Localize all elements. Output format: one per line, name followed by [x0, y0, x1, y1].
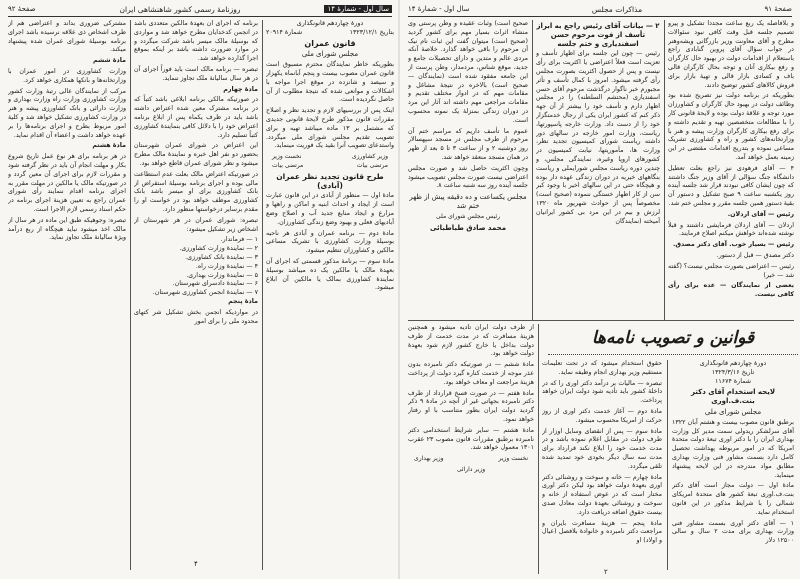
bill-title: طرح قانون تجدید نظر عمران (آبادی) — [276, 171, 384, 190]
article: مادهٔ هشتم — سایر شرایط استخدامی دکتر نامبرده برطبق مقررات قانون مصوب ۲۳ عقرب ۱۳۰۱ معمول خواهد شد. — [408, 426, 534, 452]
newspaper-title: روزنامهٔ رسمی کشور شاهنشاهی ایران — [119, 4, 241, 14]
signatures — [266, 153, 394, 162]
page-footer-number: ۲ — [604, 568, 608, 576]
issue-label: سال اول - شمارهٔ ۱۴ — [324, 5, 392, 13]
article-label: مادهٔ هشتم — [92, 142, 126, 150]
section-title: مذاکرات مجلس — [591, 4, 643, 14]
note: تبصره — مالیات بر درآمد دکتر اوری را که در داخلهٔ کشور باید تأدیه شود دولت ایران خواهد پرداخت. — [542, 379, 662, 405]
left-page-col-left — [8, 20, 126, 575]
section-divider — [408, 320, 794, 321]
article-label: مادهٔ پنجم — [228, 297, 258, 305]
laws-col-right — [672, 360, 794, 575]
paragraph: برنامه که اجرای آن بعهدهٔ مالکین متعددی باشد در انجمن کدخدایان مطرح خواهد شد و مواردی که بوسیلهٔ مالک میسر باشد شرکت میگردد و در موارد ضرورت داشته باشد بر اینکه بموقع اجرا گذارده خواهد شد. — [134, 20, 258, 63]
right-page-col-right — [668, 20, 794, 320]
bill-title: لایحه استخدام آقای دکتر بنت.ف.اوری — [690, 388, 776, 406]
article: مادهٔ هفتم — در صورت فسخ قرارداد از طرف دکتر نامبرده بجهاتی غیر از آنچه در مادهٔ ۹ ذکر گردید دولت ایران بطور متناسب با او رفتار خواهد نمود. — [408, 389, 534, 423]
laws-col-middle — [542, 360, 662, 575]
article: مادهٔ ششم — در صورتیکه دکتر نامبرده بدون عذر موجه از خدمت کناره گیرد دولت از پرداخت هزینهٔ مراجعت او معاف خواهد بود. — [408, 361, 534, 386]
article: مادهٔ چهارم — خانه و سوخت و روشنائی دکتر اوری بعهدهٔ دولت خواهد بود لیکن دکتر اوری مختار است که در عوض استفاده از خانه و سوخت و روشنائی بعهدهٔ دولت معادل صدی بیست حقوق اضافه دریافت دارد. — [542, 473, 662, 516]
session-label: دورهٔ چهاردهم قانونگذاری — [296, 20, 364, 27]
paragraph: در صورتیکه اعتراض مالک بعلت عدم استطاعت مالی بوده و اجرای برنامه بوسیلهٔ استقراض از بانک کشاورزی برای او میسر باشد بانک کشاورزی موظف خواهد بود در خواست او را مقدم برسایر درخواستها منظور دارد. — [134, 170, 258, 213]
right-page-header — [408, 2, 792, 17]
column-divider — [664, 20, 665, 320]
article: در مواردیکه انجمن بخش تشکیل شر کتهای محدود ملی را برای امور — [134, 308, 258, 325]
article: مادهٔ سوم — برنامهٔ مذکور قسمتی که اجرای آن بعهدهٔ مالک یا مالکین یک ده میباشد بوسیلهٔ نمایندهٔ کشاورزی بمالک یا مالکین آن ابلاغ میشود. — [266, 257, 394, 292]
column-divider — [532, 20, 533, 320]
paragraph: بطوریکه خاطر نمایندگان محترم مسبوق است قانون عمران مصوب بیست و پنجم آبانماه یکهزار و سیصد و شانزده در موقع اجرا مواجه با اشکالات و موانعی شده که نتیجهٔ مطلوب از آن حاصل نگردیده است. — [266, 61, 394, 104]
law-subtitle: مجلس شورای ملی — [704, 407, 762, 416]
article: وزارت کشاورزی در امور عمران با وزارتخانه‌ها و بانکها همکاری خواهد کرد. — [8, 67, 126, 84]
speaker-line: بعضی از نمایندگان — عده برای رأی کافی نیست. — [668, 282, 794, 299]
list-item: ۵ — نمایندهٔ وزارت بهداری. — [186, 271, 258, 279]
signature: نخست وزیر — [272, 153, 302, 161]
note: تبصره: شورای عمران در هر شهرستان از اشخاص زیر تشکیل میشود: — [134, 216, 258, 233]
list-item: ۳ — نمایندهٔ بانک کشاورزی. — [185, 253, 258, 261]
paragraph: از طرف دولت ایران تأدیه میشود و همچنین هزینهٔ مسافرت که در مدت خدمت از طرف دولت بداخل یا خارج کشور لازم شود بعهدهٔ دولت خواهد بود. — [408, 324, 534, 358]
issue-label: سال اول - شمارهٔ ۱۴ — [408, 5, 470, 13]
left-page-col-right — [266, 20, 394, 575]
session-label: دورهٔ چهاردهم قانونگذاری — [699, 360, 767, 367]
page-footer-number: ۴ — [194, 560, 198, 568]
list-item: ۲ — نمایندهٔ وزارت کشاورزی. — [179, 245, 258, 253]
column-divider — [262, 20, 263, 570]
paragraph: حقوق استخدام میشود که در تحت تعلیمات مستقیم وزیر بهداری انجام وظیفه نماید. — [542, 360, 662, 376]
number-label: شمارهٔ ۲۰۹۱۴ — [266, 28, 303, 36]
right-page-col-middle — [536, 20, 660, 320]
speaker-line: دکتر مصدق — قبل از دستور. — [716, 251, 794, 259]
article: در هر برنامه برای هر نوع عمل تاریخ شروع بکار و مهلت انجام آن باید در نظر گرفته شود و مقررات لازم برای اجرای آن معین گردد و در صورتیکه مالک یا مالکین در مهلت مقرر به اجرای برنامه اقدام ننمایند رأی شورای عمران راجع به تعیین هزینهٔ اجرای برنامه در حکم اسناد رسمی لازم الاجرا است. — [8, 153, 126, 213]
article: مادهٔ پنجم — هزینهٔ مسافرت بایران و مراجعت دکتر نامبرده و خانوادهٔ بلافصل (عیال و اولاد) او — [542, 519, 662, 545]
list-item: ۶ — نمایندهٔ دادسرای شهرستان. — [172, 280, 258, 288]
page-number: صفحهٔ ۹۲ — [8, 5, 36, 13]
article: در صورتیکه مالکی برنامه ابلاغی باشد کتباً که در برنامه مشترک معین شده اعتراض داشته باشد باید در ظرف یکماه پس از ابلاغ برنامه اعتراض خود را با دلائل کافی بنمایندهٔ کشاورزی کتباً تسلیم دارد. — [134, 96, 258, 139]
chair-name: محمد صادق طباطبائی — [429, 223, 507, 232]
members-list — [134, 236, 258, 298]
note: تبصره — برنامه مالک است باید فوراً اجرای آن در هر سال سالیانهٔ ملک تجاوز ننماید. — [134, 65, 258, 82]
column-divider — [130, 20, 131, 570]
article-label: مادهٔ چهارم — [223, 85, 258, 93]
law-title: قانون عمران — [304, 38, 356, 48]
paragraph: بطوریکه در برنامه دولت نیز تصریح شده بود وظائف دولت در بهبود حال کارگران و کشاورزان مورد توجه و علاقهٔ دولت بوده و لایحهٔ قانونی کار را با مطالعات متخصصین تهیه و تقدیم داشته و برای رفع بیکاری کارگران وزارت پیشه و هنر با وزارتخانه‌های کشور و راه و کشاورزی تشریک مساعی نموده و بتدریج اقدامات مقتضی در این زمینه بعمل خواهد آمد. — [668, 92, 794, 161]
number-label: شمارهٔ ۱۱۶۷۴ — [714, 377, 752, 385]
signature: نخست وزیر — [498, 455, 528, 463]
paragraph: مشترکی ضروری بداند و اعتراضی هم از طرف اشخاص ذی علاقه نرسیده باشد اجرای برنامه بوسیلهٔ شورای عمران شده پیشنهاد میکند. — [8, 20, 126, 54]
signature: مرتضی بیات — [356, 161, 388, 169]
closing-line: مجلس یکساعت و ده دقیقه پیش از ظهر ختم شد — [409, 193, 527, 210]
paragraph: صحیح است) وثبات عقیده و وطن پرستی وی منشاء اثرات بسیار مهم برای کشور گردید (صحیح است) میتوان گفت این ثبات نام نیک آن مرحوم را باقی خواهد گذارد. خلاصهٔ آنکه مردی عالم و متدین و دارای تحصیلات جامع و جدید، موقع شناس، مردمدار، وطن پرست از این جامعه مفقود شده است (نمایندگان — صحیح است) بالاخره در نتیجهٔ مشاغل و مقامات مهم که در ادوار مختلف تقدیم و مقامات مراجعی مهم داشته اند آثار این مرد در دوران زندگی بمنزلهٔ یک نمونه محسوب است. — [408, 20, 528, 124]
left-page-header — [8, 2, 392, 17]
left-page-col-middle — [134, 20, 258, 575]
speaker-line: رئیس — بسیار خوب. آقای دکتر مصدق. — [672, 241, 794, 249]
signatures — [408, 455, 534, 464]
speaker-line: رئیس — آقای اردلان. — [727, 210, 794, 218]
list-item: ۴ — نمایندهٔ وزارت راه. — [195, 262, 258, 270]
laws-col-left — [408, 324, 534, 574]
paragraph: اینک پس از بررسیهای لازم و تجدید نظر و اصلاح مقررات قانون مذکور طرح لایحهٔ قانونی جدیدی که مشتمل بر ۱۳ ماده میباشد تهیه و برای تصویب تقدیم مجلس شورای ملی میگردد. واستدعای تصویب آنرا بقید یک فوریت مینماید. — [266, 107, 394, 150]
item-title: ۲ — بیانات آقای رئیس راجع به ابراز تأسف از فوت مرحوم حسن اسفندیاری و ختم جلسه — [536, 22, 660, 48]
right-page-col-left — [408, 20, 528, 320]
list-item: ۱ — آقای دکتر اوری بسمت مشاور فنی وزارت بهداری برای مدت ۲ سال و سالی ۱۲۵۰۰ دلار — [672, 519, 794, 545]
article: مادهٔ سوم — پس از انقضای وسایل اوزار از طرف دولت در مقابل اعلام نموده باشد و در مدت خدمت خود را ابلاغ نکند قرارداد برای مدت سه سال دیگر بخودی خود تمدید شده تلقی میگردد. — [542, 427, 662, 470]
law-subtitle: مجلس شورای ملی — [301, 50, 359, 59]
speaker-line: اردلان — آقای اردلان فرمایشی داشتند و قبلاً نوشته شده‌اند خواهش میکنم اصلاح فرمایند. — [668, 221, 794, 238]
column-divider — [667, 360, 668, 570]
column-divider — [538, 324, 539, 574]
signature: وزیر کشاورزی — [351, 153, 388, 161]
list-item: ۷ — نمایندهٔ انجمن کشاورزی شهرستان. — [152, 289, 258, 297]
speaker-line: رئیس — اعتراضی بصورت مجلس نیست؟ (گفته شد — خیر) — [668, 262, 794, 279]
paragraph: وچون اکثریت حاصل شد و صورت مجلس اعتراضی نیست صورت مجلس تصویب میشود جلسه آینده روز سه شنبه ساعت ۸. — [408, 164, 528, 190]
list-item: ۱ — فرماندار. — [220, 236, 258, 244]
date-label: تاریخ ۱۳۲۴/۳/۱۶ — [711, 368, 755, 376]
paragraph: رئیس — چون این جلسه برای اظهار تأسف و تعزیت است فعلاً اعتراضی یا اکثریت برای رأی نیست و پس از حصول اکثریت بصورت مجلس رأی گرفته میشود. امروز با کمال تأسف و تأثر مجبورم خبر ناگوار درگذشت مرحوم آقای حسن اسفندیاری (محتشم السلطنه) را در مجلس اظهار دارم و تأسف خود را بیشتر از آن جهة ذکر کنم که کشور ایران یکی از رجال خدمتگزار خود را از دست داد. وزارت خارجه پاسپورتها، ریاست، وزارت امور خارجه در سالهای دور داشته ریاست شورای کمیسیون تجدید نظر، وزارت ها، مأموریتها، نیابت کمیسیون در کشورهای اروپا وغیره، نمایندگی مجلس، و چندین دوره ریاست مجلس شورایملی و ریاست بنگاههای خیریه در دوران زندگی عهده دار بوده و هیچگاه حتی در این سالهای اخیر با وجود کبر سن از کار اظهار خستگی ننموده (صحیح است) مخصوصاً پس از حوادث شهریور ماه ۱۳۲۰ لرزش و بیم در این مرد بی کشور ایرانیان آمیخته (نمایندگان — [536, 50, 660, 225]
article: مادهٔ دوم — آغاز خدمت دکتر اوری از روز حرکت از امریکا محسوب میشود. — [542, 407, 662, 424]
paragraph: عموم ما تأسف داریم که مراسم ختم آن مرحوم از طرف مجلس در مسجد سپهسالار روز دوشنبه ۲ و از ساعت ۳ تا ۵ بعد از ظهر در همان مسجد منعقد خواهد شد. — [408, 127, 528, 161]
signature: مرتضی بیات — [272, 161, 304, 169]
laws-section-title: قوانین و تصویب نامه‌ها — [548, 328, 798, 355]
note: تبصره: وجوهیکه طبق این ماده در هر سال از مالک اخذ میشود نباید هیچگاه از ربع درآمد ویژهٔ سالیانهٔ ملک تجاوز نماید. — [8, 216, 126, 242]
paragraph: برطبق قانون مصوب بیست و هشتم آبان ۱۳۲۲ آقای سرلشکر ریدولی سمت مدیر کل وزارت بهداری ایران را با دکتر اوری تبعهٔ دولت متحدهٔ امریکا که در امور مربوطه پهداشت تحصیل کامل دارد بسمت مشاور فنی وزارت بهداری مطابق مواد مندرجه در این لایحه پیشنهاد مینماید. — [672, 418, 794, 479]
signature-names — [266, 162, 394, 171]
paragraph: و بلافاصله یک ربع ساعت مجدداً تشکیل و پیرو تصمیم جلسه قبل وقت کافی نبود سئوالات مطرح و آقای معاونت وزیر بازرگانی ویشه‌وهنر در جواب سؤال آقای پروین گنابادی راجع باستعلام از اقدامات دولت در بهبود حال کارگران و رفع بیکاری آنان و توجه بحال کارگران قالی باف و کسادی بازار قالی و تهیهٔ بازار برای فروش کالاهای کشور توضیح دادند. — [668, 20, 794, 89]
article: مادهٔ دوم — برنامه عمران و آبادی هر ناحیه بوسیلهٔ وزارت کشاورزی با تشریک مساعی مالکین و کشاورزان تنظیم میشود. — [266, 229, 394, 255]
article-label: مادهٔ ششم — [93, 57, 126, 65]
article: مادهٔ اول — منظور از آبادی در این قانون عبارت است از ایجاد و احداث ابنیه و اماکن و راهها و مزارع و ایجاد منابع جدید آب و اصلاح وضع آبادیهای فعلی و بهبود وضع زندگی کشاورزان. — [266, 192, 394, 226]
paragraph: این اعتراض در شورای عمران شهرستان بحضور دو نفر اهل خبره و نمایندهٔ مالک مطرح میشود و نظر شورای عمران قاطع خواهد بود. — [134, 142, 258, 167]
article: مادهٔ اول — دولت مجاز است آقای دکتر بنت.ف.اوری تبعهٔ کشور های متحدهٔ امریکای شمالی را با شرایط مذکور در این قانون استخدام نماید. — [672, 482, 794, 516]
page-number: صفحهٔ ۹۱ — [764, 5, 792, 13]
signature: وزیر بهداری — [414, 455, 444, 463]
chair-label: رئیس مجلس شورای ملی — [435, 212, 501, 220]
paragraph: ۴ — آقای فرهودی نیز راجع بعلت تعطیل دانشگاه جنگ سؤالی از آقای وزیر جنگ داشتند که چون ایشان کافی نبودند قرار شد جلسه آینده روز یکشنبه ساعت ۹ صبح تشکیل و دستور آن بقیهٔ دستور همین جلسه مقرر و مجلس ختم شد. — [668, 164, 794, 207]
signature: وزیر دارائی — [456, 465, 486, 473]
article: مرکب از نمایندگان عالی رتبهٔ وزارت کشور وزارت کشاورزی وزارت راه وزارت بهداری و وزارت دارائی و بانک کشاورزی پیشه و هنر در وزارت کشاورزی تشکیل خواهد شد و کلیهٔ امور مربوط بطرح و اجرای برنامه‌ها را بر عهده خواهد داشت و اعضاء آن اقدام نماید. — [8, 87, 126, 139]
date-label: بتاریخ ۱۳۲۳/۱۲/۱ — [349, 28, 394, 36]
